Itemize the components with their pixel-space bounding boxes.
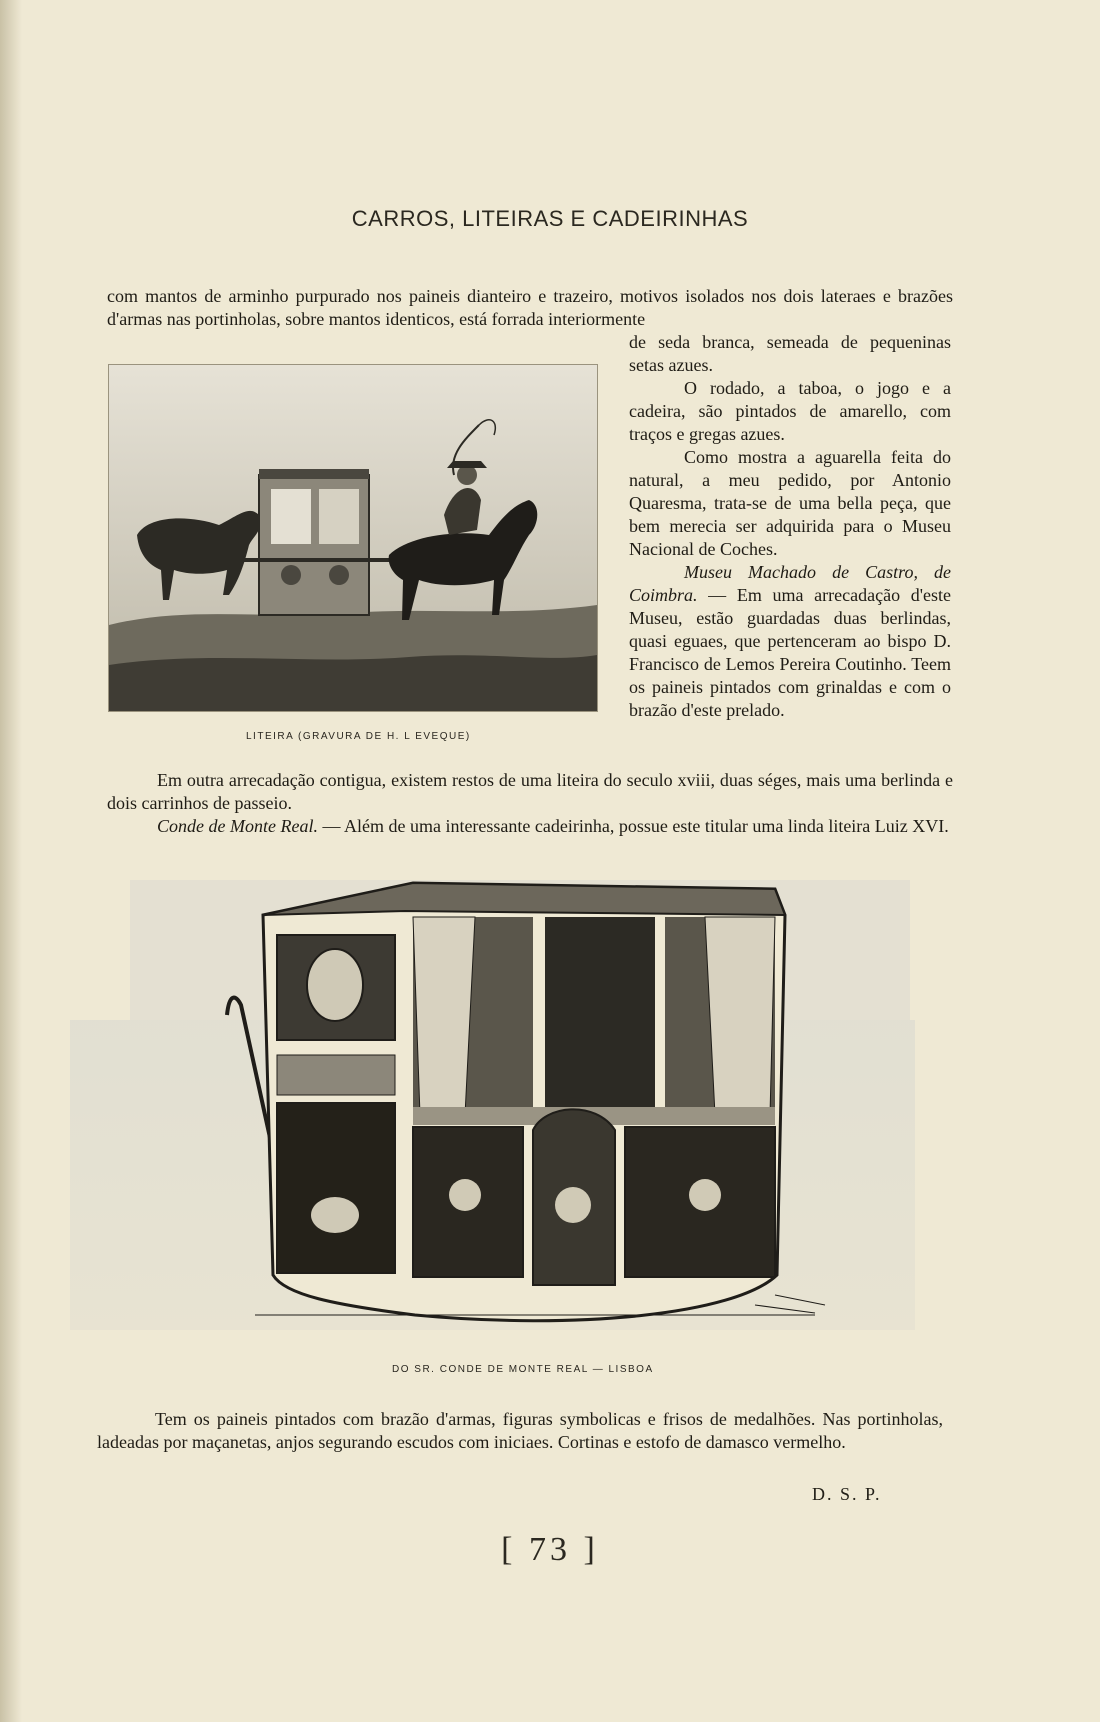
author-signature: D. S. P. [812, 1484, 882, 1504]
engraving-liteira-image [108, 364, 598, 712]
paragraph-museu [629, 561, 951, 722]
paragraph-rodado: O rodado, a taboa, o jogo e a cadeira, são pintados de amarello, com traços e gregas azues. [629, 378, 951, 444]
running-head: CARROS, LITEIRAS E CADEIRINHAS [351, 206, 749, 231]
page-gutter-shadow [0, 0, 22, 1722]
drawing-liteira-luiz-xvi-image [215, 875, 829, 1355]
paragraph-aguarella: Como mostra a aguarella feita do natural, a meu pedido, por Antonio Quaresma, trata-se de uma bella peça, que bem merecia ser adquirida para o Museu Nacional de Coches. [629, 447, 951, 559]
right-column-text [629, 331, 951, 722]
page-number: [ 73 ] [501, 1531, 599, 1568]
conde-body: — Além de uma interessante cadeirinha, possue este titular uma linda liteira Luiz XVI. [317, 816, 949, 836]
conde-heading: Conde de Monte Real. [157, 816, 318, 836]
museu-heading: Museu Machado de Castro, de Coimbra. [629, 562, 951, 605]
paragraph-intro: com mantos de arminho purpurado nos paineis dianteiro e trazeiro, motivos isolados nos dois lateraes e brazões d'armas nas portinholas, sobre mantos identicos, está forrada interiormente [107, 286, 953, 329]
paragraph-continuation: de seda branca, semeada de pequeninas setas azues. [629, 332, 951, 375]
figure1-caption: LITEIRA (GRAVURA DE H. L EVEQUE) [246, 731, 471, 742]
paragraph-conde [107, 815, 953, 838]
paragraph-final: Tem os paineis pintados com brazão d'armas, figuras symbolicas e frisos de medalhões. Nas portinholas, ladeadas por maçanetas, anjos segurando escudos com iniciaes. Cortinas e estofo de damasco vermelho. [97, 1409, 943, 1452]
paragraph-arrecadacao: Em outra arrecadação contigua, existem restos de uma liteira do seculo xviii, duas séges, mais uma berlinda e dois carrinhos de passeio. [107, 770, 953, 813]
museu-body: — Em uma arrecadação d'este Museu, estão guardadas duas berlindas, quasi eguaes, que pertenceram ao bispo D. Francisco de Lemos Pereira Coutinho. Teem os paineis pintados com grinaldas e com o brazão d'este prelado. [629, 585, 951, 720]
figure2-caption: DO SR. CONDE DE MONTE REAL — LISBOA [392, 1364, 654, 1375]
